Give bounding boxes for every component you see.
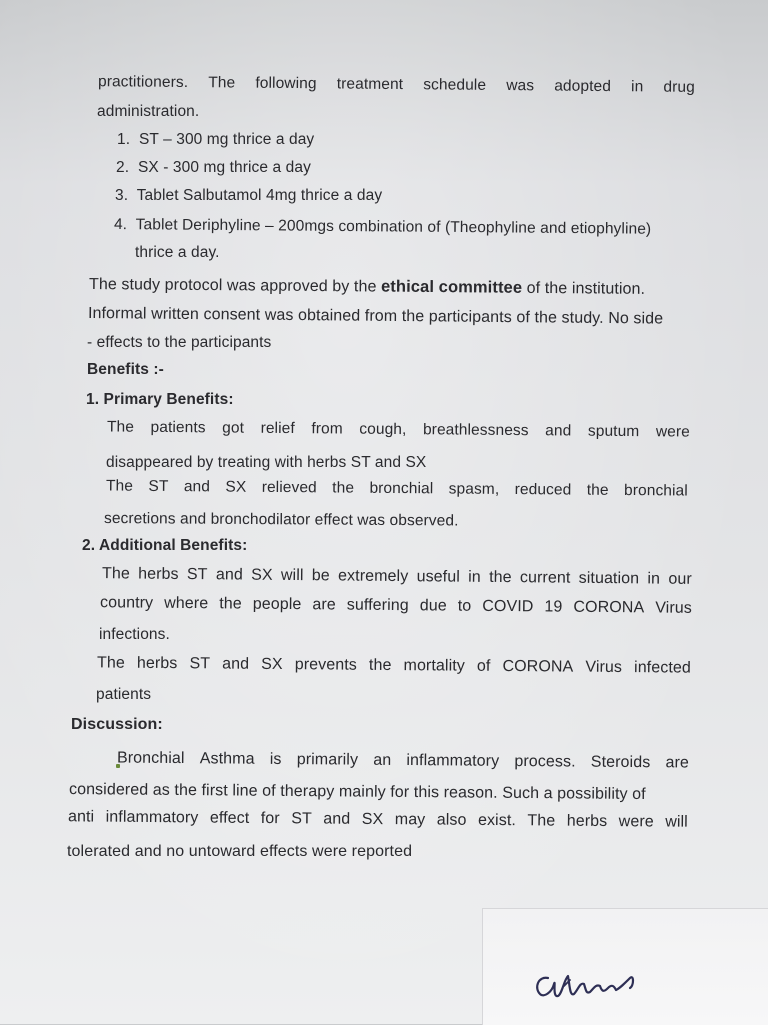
word: infected bbox=[633, 659, 691, 677]
word: Virus bbox=[585, 658, 623, 676]
word: of bbox=[476, 657, 491, 675]
word: and bbox=[222, 655, 250, 673]
primary-p2-line-1 bbox=[106, 477, 688, 500]
discussion-heading: Discussion: bbox=[71, 716, 163, 733]
word: people bbox=[252, 595, 302, 614]
list-item-text: ST – 300 mg thrice a day bbox=[138, 131, 315, 148]
word: country bbox=[99, 594, 154, 612]
discussion-line-2: considered as the first line of therapy mainly for this reason. Such a possibility of bbox=[68, 781, 646, 804]
word: prevents bbox=[294, 656, 358, 674]
word: following bbox=[255, 74, 317, 93]
word: ST bbox=[148, 477, 169, 496]
word: in bbox=[647, 570, 661, 588]
additional-p1-line-1 bbox=[102, 565, 692, 589]
word: The bbox=[105, 477, 134, 495]
word: The bbox=[96, 654, 125, 672]
intro-line-1 bbox=[98, 73, 695, 97]
word: got bbox=[222, 419, 245, 437]
word: Virus bbox=[655, 599, 692, 617]
word: bronchial bbox=[623, 481, 688, 500]
word: drug bbox=[663, 78, 695, 96]
word: may bbox=[394, 811, 426, 829]
word: the bbox=[489, 568, 512, 587]
word: CORONA bbox=[502, 657, 574, 676]
word: from bbox=[311, 420, 343, 438]
word: the bbox=[586, 481, 609, 499]
word: our bbox=[668, 570, 692, 588]
word: Asthma bbox=[199, 750, 255, 768]
word: ST bbox=[186, 565, 208, 584]
word: SX bbox=[251, 566, 273, 584]
primary-p2-line-2: secretions and bronchodilator effect was observed. bbox=[103, 510, 459, 530]
word: are bbox=[665, 754, 690, 772]
word: COVID bbox=[482, 597, 534, 616]
word: in bbox=[468, 568, 481, 586]
list-number: 2. bbox=[116, 159, 130, 176]
word: an bbox=[373, 751, 392, 769]
word: extremely bbox=[338, 567, 409, 586]
list-item-text: Tablet Deriphyline – 200mgs combination of (Theophyline and etiophyline) bbox=[135, 216, 652, 238]
word: exist. bbox=[477, 811, 517, 830]
word: cough, bbox=[359, 420, 407, 439]
schedule-item-4-cont: thrice a day. bbox=[135, 244, 220, 261]
word: inflammatory bbox=[406, 752, 500, 770]
emphasis-text: ethical committee bbox=[380, 277, 523, 297]
word: due bbox=[419, 597, 447, 615]
word: is bbox=[269, 750, 282, 768]
word: primarily bbox=[296, 751, 359, 769]
word: ST bbox=[189, 655, 211, 673]
word: current bbox=[519, 569, 571, 587]
discussion-line-1 bbox=[117, 750, 689, 773]
word: situation bbox=[578, 569, 640, 588]
word: be bbox=[311, 567, 330, 585]
word: and bbox=[545, 422, 572, 440]
schedule-item-3 bbox=[115, 187, 382, 205]
word: The bbox=[106, 418, 135, 436]
word: sputum bbox=[587, 422, 640, 441]
word: ST bbox=[291, 810, 312, 828]
word: useful bbox=[416, 568, 461, 586]
schedule-item-4 bbox=[114, 216, 651, 239]
word: also bbox=[436, 811, 467, 829]
protocol-text: The study protocol was approved by the bbox=[88, 276, 382, 296]
protocol-line-2: Informal written consent was obtained from the participants of the study. No side bbox=[87, 305, 664, 328]
additional-p2-line-2: patients bbox=[96, 686, 152, 703]
additional-p2-line-1 bbox=[97, 654, 691, 677]
word: anti bbox=[67, 808, 95, 826]
word: the bbox=[332, 479, 355, 497]
word: herbs bbox=[136, 654, 178, 673]
protocol-line-1 bbox=[89, 275, 645, 299]
additional-benefits-heading: 2. Additional Benefits: bbox=[82, 537, 248, 554]
word: herbs bbox=[566, 812, 608, 831]
word: practitioners. bbox=[97, 73, 189, 91]
list-item-text: SX - 300 mg thrice a day bbox=[137, 159, 311, 176]
word: were bbox=[655, 423, 690, 441]
word: relief bbox=[260, 419, 295, 438]
additional-p1-line-2 bbox=[100, 594, 692, 618]
word: to bbox=[457, 597, 472, 615]
word: for bbox=[260, 809, 280, 828]
word: relieved bbox=[261, 478, 317, 497]
word: and bbox=[323, 810, 351, 828]
word: process. bbox=[514, 752, 576, 771]
word: The bbox=[527, 812, 556, 830]
word: patients bbox=[150, 418, 206, 437]
word: herbs bbox=[138, 565, 179, 583]
primary-p1-line-2: disappeared by treating with herbs ST and SX bbox=[106, 454, 427, 471]
primary-benefits-heading: 1. Primary Benefits: bbox=[86, 391, 234, 408]
word: the bbox=[219, 595, 242, 613]
list-number: 4. bbox=[113, 216, 128, 234]
word: the bbox=[368, 656, 392, 674]
word: SX bbox=[225, 478, 247, 496]
word: reduced bbox=[514, 481, 572, 499]
protocol-text: of the institution. bbox=[522, 279, 646, 298]
signature-icon bbox=[530, 958, 650, 1013]
word: in bbox=[631, 78, 644, 96]
word: suffering bbox=[346, 596, 409, 615]
word: effect bbox=[209, 809, 250, 827]
word: was bbox=[506, 77, 535, 95]
word: bronchial bbox=[369, 479, 434, 498]
list-item-text: Tablet Salbutamol 4mg thrice a day bbox=[136, 187, 383, 204]
benefits-heading: Benefits :- bbox=[87, 361, 164, 378]
word: 19 bbox=[544, 598, 563, 616]
word: treatment bbox=[336, 75, 404, 94]
word: and bbox=[183, 478, 211, 496]
word: adopted bbox=[554, 77, 612, 96]
discussion-line-3 bbox=[68, 808, 688, 831]
word: were bbox=[618, 813, 654, 831]
word: will bbox=[280, 566, 304, 585]
word: Steroids bbox=[590, 753, 651, 772]
additional-p1-line-3: infections. bbox=[99, 626, 170, 643]
protocol-line-3: - effects to the participants bbox=[87, 334, 272, 351]
word: CORONA bbox=[573, 598, 645, 617]
word: will bbox=[665, 813, 688, 831]
schedule-item-2 bbox=[116, 159, 311, 177]
word: schedule bbox=[423, 76, 487, 94]
list-number: 3. bbox=[115, 187, 129, 204]
word: mortality bbox=[403, 657, 465, 675]
word: SX bbox=[261, 655, 283, 674]
word: The bbox=[208, 74, 236, 92]
discussion-line-4: tolerated and no untoward effects were reported bbox=[67, 843, 413, 860]
word: and bbox=[215, 566, 243, 584]
word: spasm, bbox=[448, 480, 500, 498]
word: The bbox=[101, 565, 130, 583]
word: breathlessness bbox=[422, 421, 529, 440]
list-number: 1. bbox=[117, 131, 131, 148]
word: inflammatory bbox=[105, 808, 199, 827]
word: Bronchial bbox=[116, 749, 185, 768]
schedule-item-1 bbox=[117, 131, 314, 149]
intro-line-2: administration. bbox=[97, 103, 200, 120]
word: where bbox=[164, 594, 209, 613]
word: SX bbox=[361, 810, 384, 829]
primary-p1-line-1 bbox=[107, 418, 690, 441]
word: are bbox=[312, 596, 336, 614]
